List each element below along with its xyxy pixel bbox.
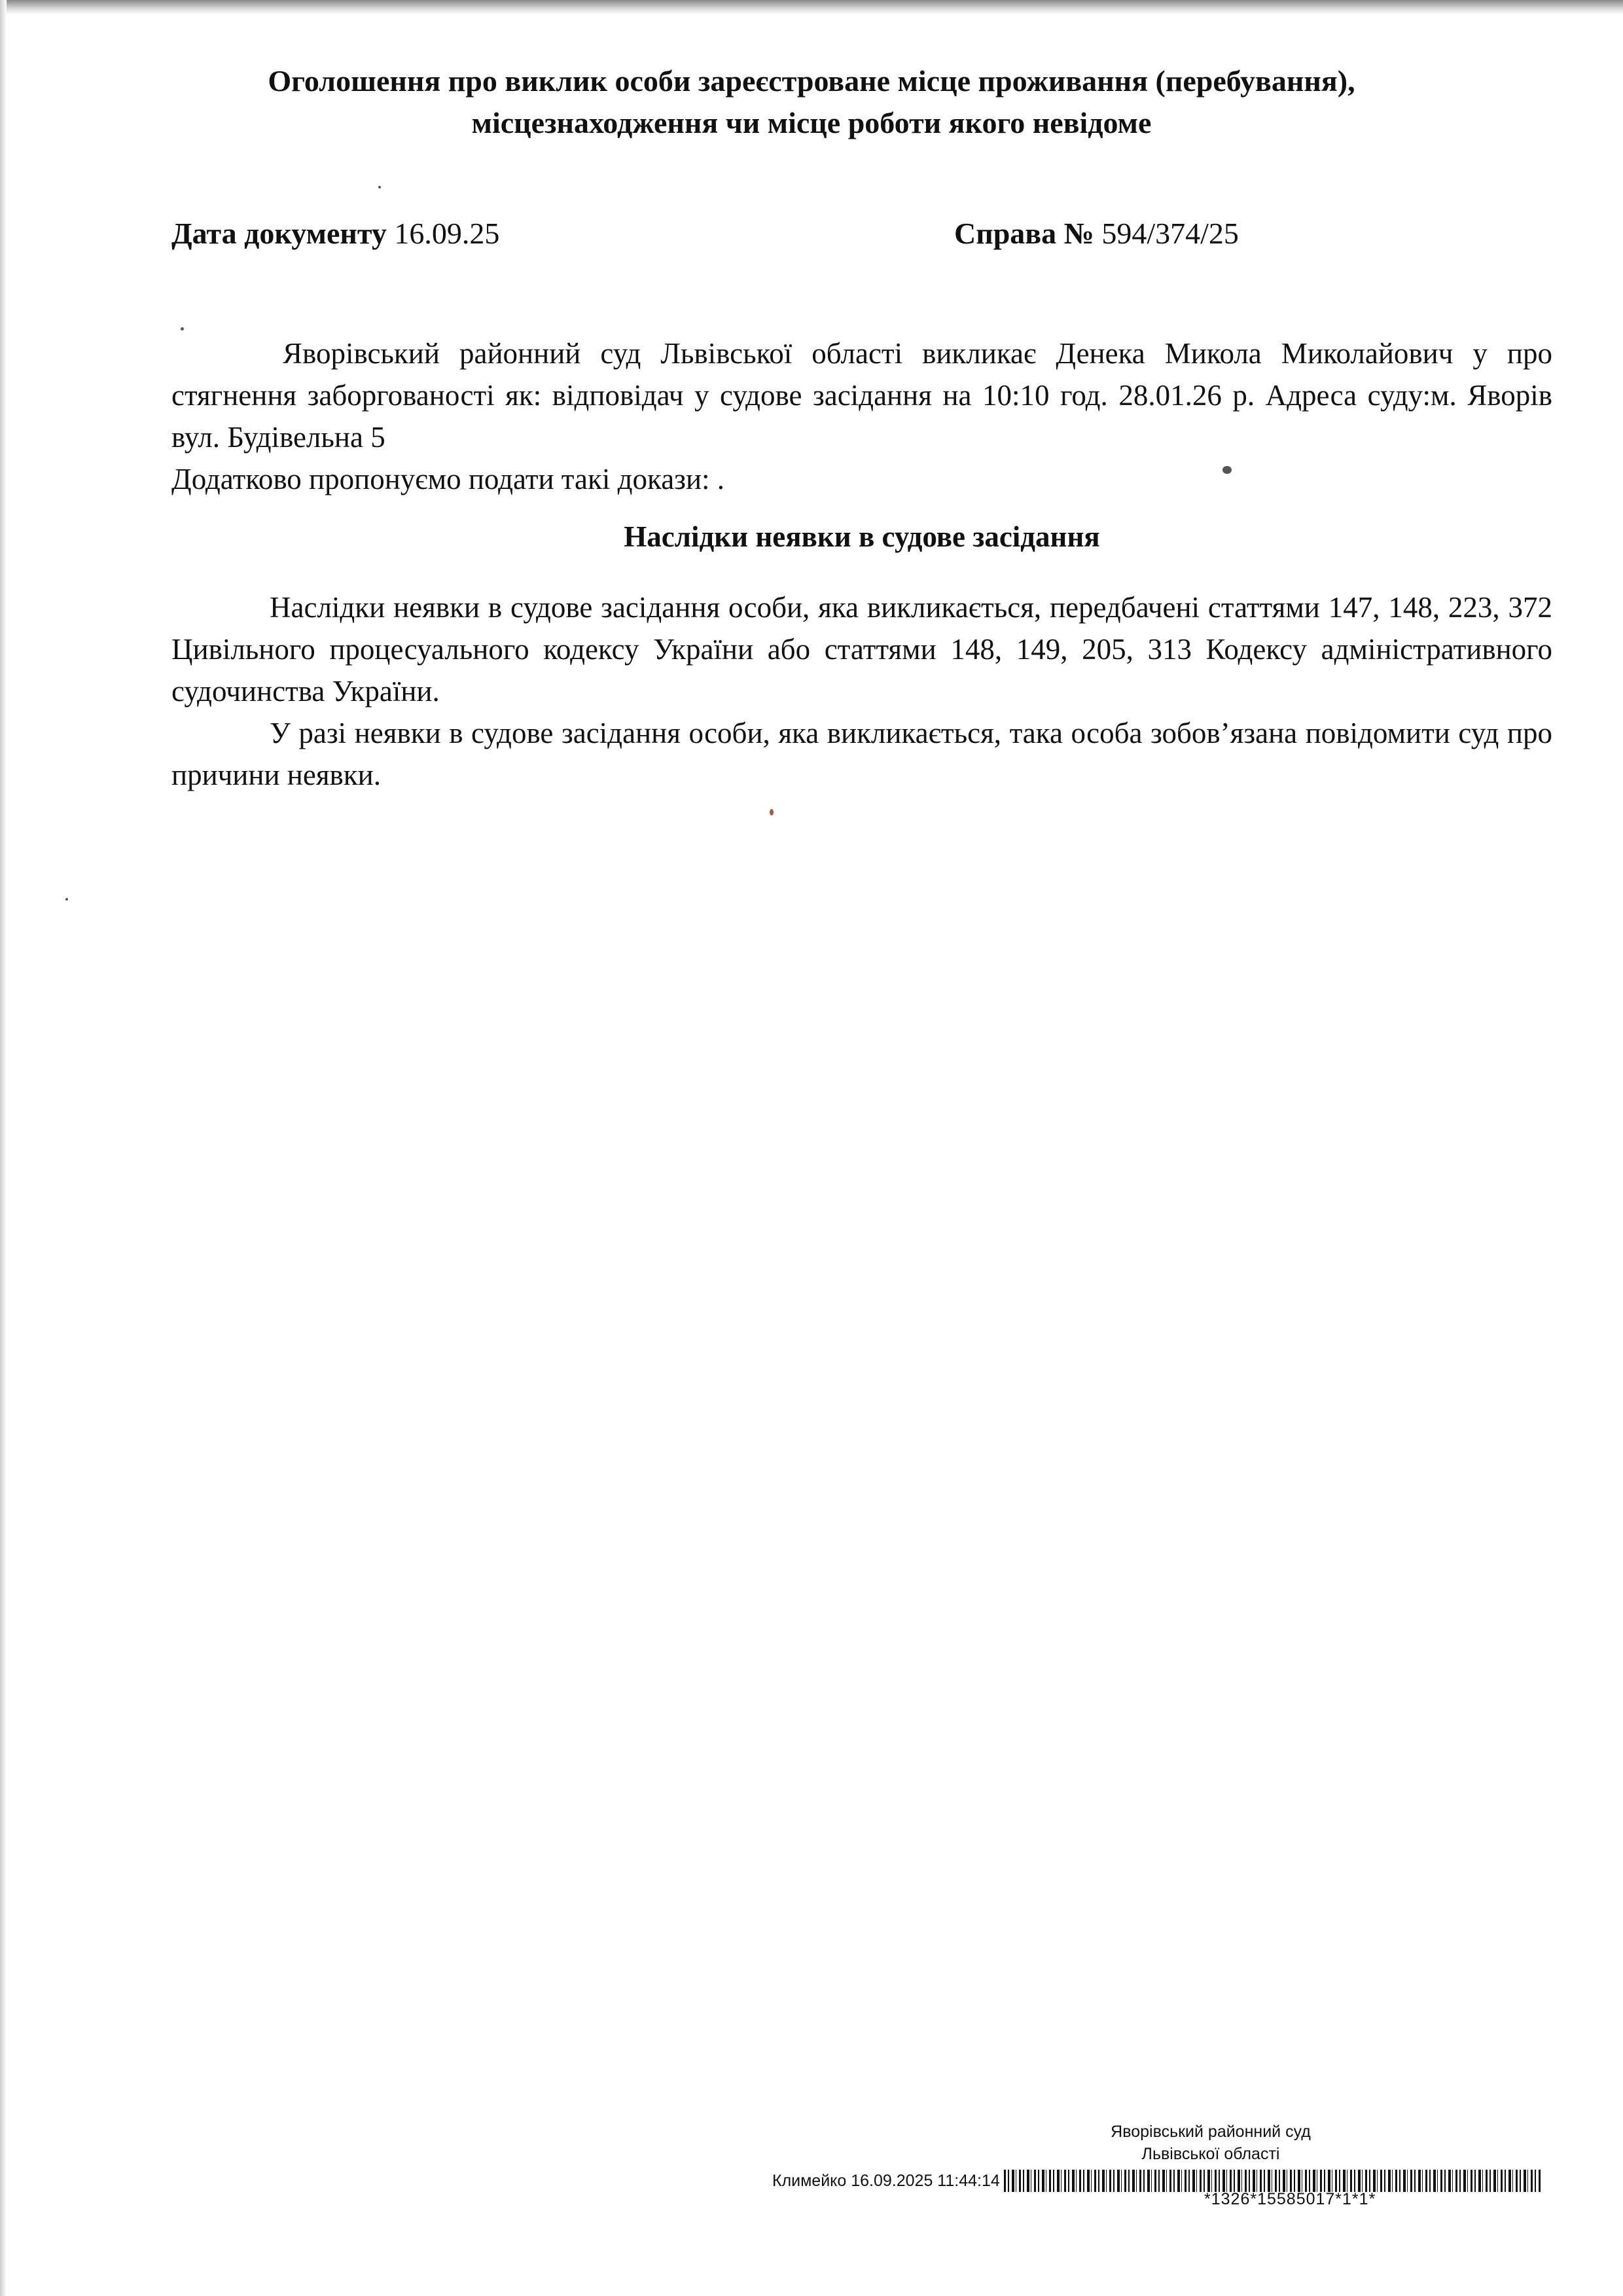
date-label: Дата документу — [171, 217, 387, 250]
stamp-barcode-row — [772, 2168, 1541, 2194]
stamp-court-line-1: Яворівський районний суд — [1111, 2123, 1311, 2141]
stamp-court-name — [1047, 2121, 1374, 2165]
stamp-barcode-code: *1326*15585017*1*1* — [1204, 2190, 1376, 2208]
consequences-heading: Наслідки неявки в судове засідання — [624, 520, 1100, 553]
case-label: Справа № — [954, 217, 1094, 250]
scan-speck — [181, 327, 184, 331]
stamp-clerk-datetime: Климейко 16.09.2025 11:44:14 — [772, 2171, 1000, 2190]
scan-speck — [770, 809, 774, 816]
document-date — [171, 216, 499, 251]
summons-paragraph: Яворівський районний суд Львівської області викликає Денека Микола Миколайович у про стягнення заборгованості як: відповідач у судове засідання на 10:10 год. 28.01.26 р. Адреса суду:м. Яворів вул. Будівельна 5 — [171, 337, 1552, 454]
consequences-paragraph: Наслідки неявки в судове засідання особи, яка викликається, передбачені статтями 147, 148, 223, 372 Цивільного процесуального кодексу України або статтями 148, 149, 205, 313 Кодексу адміністративного судочинства України. — [171, 591, 1552, 708]
summons-text — [171, 332, 1552, 500]
scan-speck — [65, 898, 68, 901]
consequences-text — [171, 586, 1552, 796]
case-value: 594/374/25 — [1101, 217, 1239, 250]
evidence-paragraph: Додатково пропонуємо подати такі докази: . — [171, 463, 725, 495]
notify-paragraph: У разі неявки в судове засідання особи, яка викликається, така особа зобов’язана повідомити суд про причини неявки. — [171, 717, 1552, 791]
scan-speck — [1222, 466, 1232, 474]
registry-stamp — [772, 2121, 1558, 2225]
case-number — [954, 216, 1239, 251]
date-value: 16.09.25 — [394, 217, 500, 250]
stamp-court-line-2: Львівської області — [1141, 2145, 1280, 2163]
scan-speck — [378, 186, 381, 188]
barcode-graphic — [1004, 2170, 1541, 2192]
document-title — [170, 60, 1453, 144]
title-line-1: Оголошення про виклик особи зареєстроване місце проживання (перебування), — [268, 64, 1355, 98]
title-line-2: місцезнаходження чи місце роботи якого невідоме — [471, 106, 1152, 139]
